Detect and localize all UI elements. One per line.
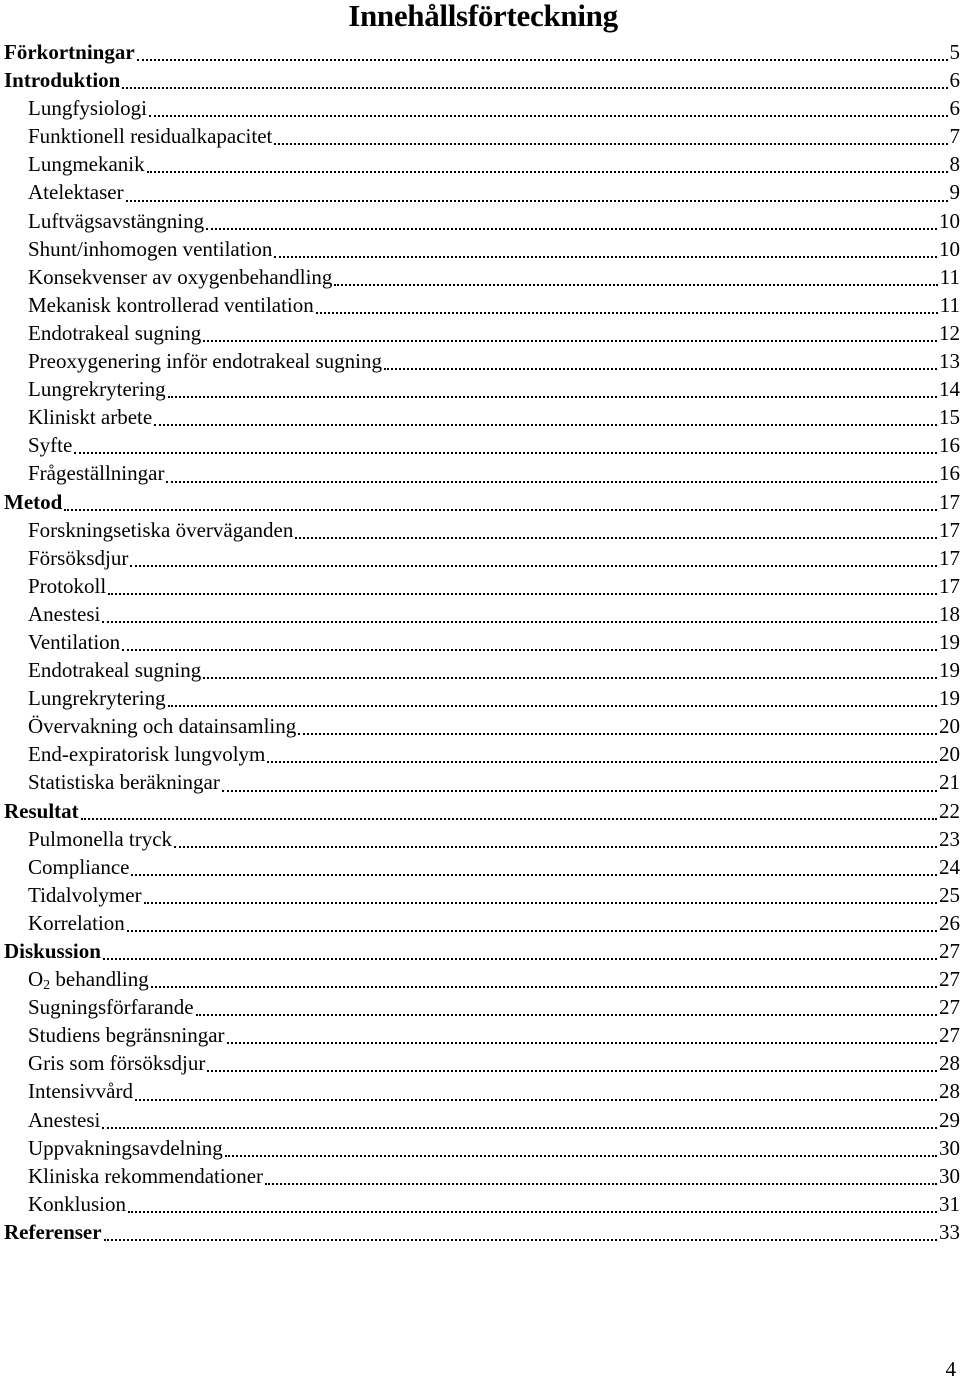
toc-entry-page: 19 xyxy=(939,686,960,711)
toc-entry-label xyxy=(28,740,265,768)
toc-subsection-entry[interactable] xyxy=(4,768,960,796)
toc-entry-page: 10 xyxy=(939,208,960,233)
toc-subsection-entry[interactable] xyxy=(4,207,960,235)
toc-subsection-entry[interactable] xyxy=(4,122,960,150)
toc-subsection-entry[interactable] xyxy=(4,881,960,909)
toc-dot-leader xyxy=(316,294,938,314)
toc-dot-leader xyxy=(168,378,937,398)
toc-dot-leader xyxy=(149,97,948,117)
toc-entry-label-text: Lungmekanik xyxy=(28,152,145,177)
toc-entry-label xyxy=(28,909,125,937)
toc-entry-page: 28 xyxy=(939,1079,960,1104)
toc-entry-label-text: Anestesi xyxy=(28,1107,101,1132)
toc-entry-label xyxy=(28,291,314,319)
toc-subsection-entry[interactable] xyxy=(4,347,960,375)
toc-entry-label-text: Förkortningar xyxy=(4,40,135,64)
toc-entry-label xyxy=(28,347,382,375)
toc-dot-leader xyxy=(147,153,948,173)
toc-entry-page: 25 xyxy=(939,882,960,907)
toc-entry-label-text: Studiens begränsningar xyxy=(28,1023,225,1048)
toc-entry-label-text: Gris som försöksdjur xyxy=(28,1051,206,1076)
toc-entry-page: 10 xyxy=(939,236,960,261)
page-title: Innehållsförteckning xyxy=(348,0,618,33)
toc-entry-label-text: Referenser xyxy=(4,1219,102,1244)
toc-entry-label xyxy=(28,263,332,291)
page-number: 4 xyxy=(945,1357,956,1381)
toc-subsection-entry[interactable] xyxy=(4,1021,960,1049)
toc-entry-label-text: Lungrekrytering xyxy=(28,377,166,402)
toc-entry-page: 27 xyxy=(939,939,960,963)
toc-dot-leader xyxy=(108,575,937,595)
toc-entry-label xyxy=(28,207,204,235)
toc-dot-leader xyxy=(384,350,937,370)
toc-entry-page: 23 xyxy=(939,826,960,851)
toc-entry-label-text: Ventilation xyxy=(28,629,121,654)
toc-dot-leader xyxy=(137,41,948,61)
toc-subsection-entry[interactable] xyxy=(4,1162,960,1190)
toc-subsection-entry[interactable] xyxy=(4,1190,960,1218)
toc-entry-label-text: Luftvägsavstängning xyxy=(28,208,205,233)
toc-subsection-entry[interactable] xyxy=(4,375,960,403)
toc-subsection-entry[interactable] xyxy=(4,853,960,881)
toc-dot-leader xyxy=(196,996,937,1016)
toc-entry-page: 9 xyxy=(949,180,960,205)
toc-subsection-entry[interactable] xyxy=(4,235,960,263)
toc-entry-label xyxy=(28,853,129,881)
toc-dot-leader xyxy=(128,1193,937,1213)
toc-entry-page: 30 xyxy=(939,1135,960,1160)
toc-entry-page: 15 xyxy=(939,405,960,430)
toc-entry-label xyxy=(28,122,272,150)
toc-entry-label xyxy=(4,1218,102,1246)
toc-dot-leader xyxy=(122,69,947,89)
toc-subsection-entry[interactable] xyxy=(4,150,960,178)
toc-subsection-entry[interactable] xyxy=(4,572,960,600)
toc-entry-page: 26 xyxy=(939,910,960,935)
toc-entry-page: 16 xyxy=(939,433,960,458)
toc-dot-leader xyxy=(151,968,937,988)
toc-entry-label-text: Intensivvård xyxy=(28,1079,133,1104)
toc-dot-leader xyxy=(222,772,937,792)
toc-dot-leader xyxy=(126,182,948,202)
toc-entry-label xyxy=(28,431,72,459)
toc-subsection-entry[interactable] xyxy=(4,263,960,291)
toc-dot-leader xyxy=(102,603,937,623)
toc-subsection-entry[interactable] xyxy=(4,1106,960,1134)
toc-dot-leader xyxy=(103,940,937,960)
toc-subsection-entry[interactable] xyxy=(4,825,960,853)
toc-dot-leader xyxy=(174,828,937,848)
toc-entry-label xyxy=(28,150,145,178)
toc-section-entry[interactable] xyxy=(4,488,960,516)
toc-entry-label-suffix: behandling xyxy=(50,967,149,992)
toc-subsection-entry[interactable] xyxy=(4,319,960,347)
toc-subsection-entry[interactable] xyxy=(4,684,960,712)
toc-dot-leader xyxy=(207,1052,937,1072)
toc-entry-label xyxy=(28,403,152,431)
toc-entry-label-text: Shunt/inhomogen ventilation xyxy=(28,236,273,261)
toc-entry-label-text: Tidalvolymer xyxy=(28,882,142,907)
toc-entry-page: 8 xyxy=(949,152,960,177)
toc-entry-page: 14 xyxy=(939,377,960,402)
toc-subsection-entry[interactable] xyxy=(4,459,960,487)
toc-entry-page: 6 xyxy=(949,96,960,121)
toc-entry-label xyxy=(28,572,106,600)
toc-entry-label-text: Uppvakningsavdelning xyxy=(28,1135,223,1160)
toc-entry-label xyxy=(28,1134,223,1162)
toc-entry-label-text: Statistiska beräkningar xyxy=(28,770,220,795)
toc-entry-label-text: Frågeställningar xyxy=(28,461,165,486)
toc-subsection-entry[interactable] xyxy=(4,740,960,768)
toc-entry-label-text: Mekanisk kontrollerad ventilation xyxy=(28,292,314,317)
toc-section-entry[interactable] xyxy=(4,937,960,965)
toc-entry-page: 5 xyxy=(949,40,960,64)
toc-entry-label-text: Kliniska rekommendationer xyxy=(28,1163,264,1188)
toc-dot-leader xyxy=(274,125,947,145)
toc-entry-label-text: Endotrakeal sugning xyxy=(28,658,202,683)
toc-dot-leader xyxy=(102,1109,937,1129)
toc-entry-page: 27 xyxy=(939,995,960,1020)
toc-subsection-entry[interactable] xyxy=(4,1049,960,1077)
toc-entry-label xyxy=(28,1106,100,1134)
toc-entry-label-text: O xyxy=(28,967,44,992)
toc-entry-label xyxy=(4,488,62,516)
toc-entry-label-text: Protokoll xyxy=(28,573,107,598)
toc-subsection-entry[interactable] xyxy=(4,628,960,656)
toc-entry-label xyxy=(28,881,142,909)
toc-entry-label-text: Compliance xyxy=(28,854,130,879)
toc-subsection-entry[interactable] xyxy=(4,403,960,431)
toc-dot-leader xyxy=(225,1137,937,1157)
toc-entry-label xyxy=(28,1190,126,1218)
toc-entry-page: 6 xyxy=(949,68,960,93)
toc-dot-leader xyxy=(295,519,937,539)
toc-entry-page: 29 xyxy=(939,1107,960,1132)
toc-entry-label xyxy=(28,684,166,712)
toc-section-entry[interactable] xyxy=(4,38,960,66)
toc-subsection-entry[interactable] xyxy=(4,1077,960,1105)
toc-entry-page: 16 xyxy=(939,461,960,486)
toc-entry-page: 17 xyxy=(939,517,960,542)
toc-entry-label-text: Pulmonella tryck xyxy=(28,826,173,851)
toc-entry-label xyxy=(28,628,120,656)
toc-subsection-entry[interactable] xyxy=(4,712,960,740)
toc-dot-leader xyxy=(135,1081,937,1101)
toc-dot-leader xyxy=(74,434,937,454)
toc-dot-leader xyxy=(168,687,937,707)
toc-entry-label xyxy=(28,319,201,347)
toc-entry-page: 17 xyxy=(939,545,960,570)
toc-entry-label-text: Konklusion xyxy=(28,1191,127,1216)
toc-entry-label xyxy=(4,66,120,94)
toc-entry-label-text: Anestesi xyxy=(28,601,101,626)
toc-entry-label-text: Preoxygenering inför endotrakeal sugning xyxy=(28,349,382,374)
toc-subsection-entry[interactable] xyxy=(4,1134,960,1162)
toc-entry-page: 13 xyxy=(939,349,960,374)
toc-entry-label-text: Resultat xyxy=(4,798,79,823)
toc-entry-page: 11 xyxy=(939,292,960,317)
toc-entry-page: 19 xyxy=(939,658,960,683)
toc-dot-leader xyxy=(166,463,937,483)
toc-section-entry[interactable] xyxy=(4,66,960,94)
toc-subsection-entry[interactable] xyxy=(4,431,960,459)
toc-entry-label xyxy=(28,375,166,403)
toc-dot-leader xyxy=(81,800,937,820)
toc-entry-label-text: Metod xyxy=(4,489,63,514)
toc-entry-label xyxy=(28,712,296,740)
toc-entry-label xyxy=(28,1049,205,1077)
toc-entry-page: 24 xyxy=(939,854,960,879)
toc-entry-label-text: Funktionell residualkapacitet xyxy=(28,124,273,149)
toc-entry-page: 17 xyxy=(939,489,960,514)
toc-entry-page: 30 xyxy=(939,1163,960,1188)
toc-entry-label-text: End-expiratorisk lungvolym xyxy=(28,742,266,767)
toc-entry-page: 22 xyxy=(939,798,960,823)
toc-entry-page: 11 xyxy=(939,264,960,289)
toc-dot-leader xyxy=(64,491,937,511)
toc-entry-label xyxy=(28,1021,225,1049)
toc-dot-leader xyxy=(122,631,937,651)
toc-dot-leader xyxy=(227,1024,937,1044)
toc-subsection-entry[interactable] xyxy=(4,993,960,1021)
toc-entry-label-text: Korrelation xyxy=(28,910,125,935)
toc-entry-label xyxy=(28,235,272,263)
toc-entry-label xyxy=(28,516,293,544)
toc-dot-leader xyxy=(130,547,937,567)
toc-dot-leader xyxy=(274,238,937,258)
toc-entry-page: 17 xyxy=(939,573,960,598)
toc-entry-label-text: Kliniskt arbete xyxy=(28,405,153,430)
toc-entry-label-text: Konsekvenser av oxygenbehandling xyxy=(28,264,333,289)
toc-entry-page: 28 xyxy=(939,1051,960,1076)
toc-entry-page: 20 xyxy=(939,742,960,767)
toc-entry-label-text: Endotrakeal sugning xyxy=(28,320,202,345)
toc-subsection-entry[interactable] xyxy=(4,178,960,206)
toc-entry-label xyxy=(28,768,220,796)
toc-entry-label-text: Lungrekrytering xyxy=(28,686,166,711)
toc-entry-label xyxy=(28,1162,263,1190)
toc-entry-label xyxy=(28,544,128,572)
toc-dot-leader xyxy=(298,715,937,735)
toc-entry-page: 27 xyxy=(939,967,960,992)
toc-dot-leader xyxy=(206,210,937,230)
toc-entry-label-text: Atelektaser xyxy=(28,180,124,205)
toc-dot-leader xyxy=(203,659,937,679)
toc-entry-label-text: Diskussion xyxy=(4,939,101,963)
toc-entry-label xyxy=(28,825,172,853)
toc-entry-page: 18 xyxy=(939,601,960,626)
toc-entry-label xyxy=(28,600,100,628)
toc-entry-page: 20 xyxy=(939,714,960,739)
toc-entry-page: 19 xyxy=(939,629,960,654)
toc-subsection-entry[interactable] xyxy=(4,656,960,684)
toc-subsection-entry[interactable] xyxy=(4,909,960,937)
toc-entry-label xyxy=(28,1077,133,1105)
toc-entry-subscript: 2 xyxy=(43,978,51,994)
toc-entry-label-text: Forskningsetiska överväganden xyxy=(28,517,294,542)
toc-entry-page: 21 xyxy=(939,770,960,795)
toc-entry-label-text: Lungfysiologi xyxy=(28,96,147,121)
toc-entry-label-text: Introduktion xyxy=(4,68,121,93)
toc-dot-leader xyxy=(267,743,937,763)
toc-entry-label xyxy=(28,656,201,684)
toc-dot-leader xyxy=(104,1221,937,1241)
toc-dot-leader xyxy=(131,856,937,876)
toc-entry-label-text: Försöksdjur xyxy=(28,545,129,570)
toc-entry-label xyxy=(4,937,101,965)
toc-subsection-entry[interactable] xyxy=(4,600,960,628)
toc-dot-leader xyxy=(127,912,937,932)
toc-dot-leader xyxy=(334,266,937,286)
toc-entry-label-text: Sugningsförfarande xyxy=(28,995,194,1020)
toc-entry-page: 27 xyxy=(939,1023,960,1048)
toc-dot-leader xyxy=(265,1165,937,1185)
toc-entry-label xyxy=(28,993,194,1021)
toc-subsection-entry[interactable] xyxy=(4,965,960,993)
toc-dot-leader xyxy=(154,406,937,426)
toc-entry-label xyxy=(4,38,135,66)
toc-subsection-entry[interactable] xyxy=(4,94,960,122)
toc-entry-page: 12 xyxy=(939,320,960,345)
toc-entry-label xyxy=(28,94,147,122)
toc-dot-leader xyxy=(144,884,937,904)
toc-section-entry[interactable] xyxy=(4,797,960,825)
toc-dot-leader xyxy=(203,322,937,342)
toc-entry-page: 33 xyxy=(939,1219,960,1244)
toc-entry-label-text: Syfte xyxy=(28,433,73,458)
toc-subsection-entry[interactable] xyxy=(4,516,960,544)
toc-entry-label xyxy=(28,459,164,487)
toc-entry-label-text: Övervakning och datainsamling xyxy=(28,714,297,739)
toc-entry-page: 31 xyxy=(939,1191,960,1216)
toc-entry-page: 7 xyxy=(949,124,960,149)
toc-entry-label xyxy=(4,797,79,825)
toc-subsection-entry[interactable] xyxy=(4,544,960,572)
toc-section-entry[interactable] xyxy=(4,1218,960,1246)
toc-entry-label xyxy=(28,178,124,206)
toc-subsection-entry[interactable] xyxy=(4,291,960,319)
table-of-contents xyxy=(4,38,960,1246)
